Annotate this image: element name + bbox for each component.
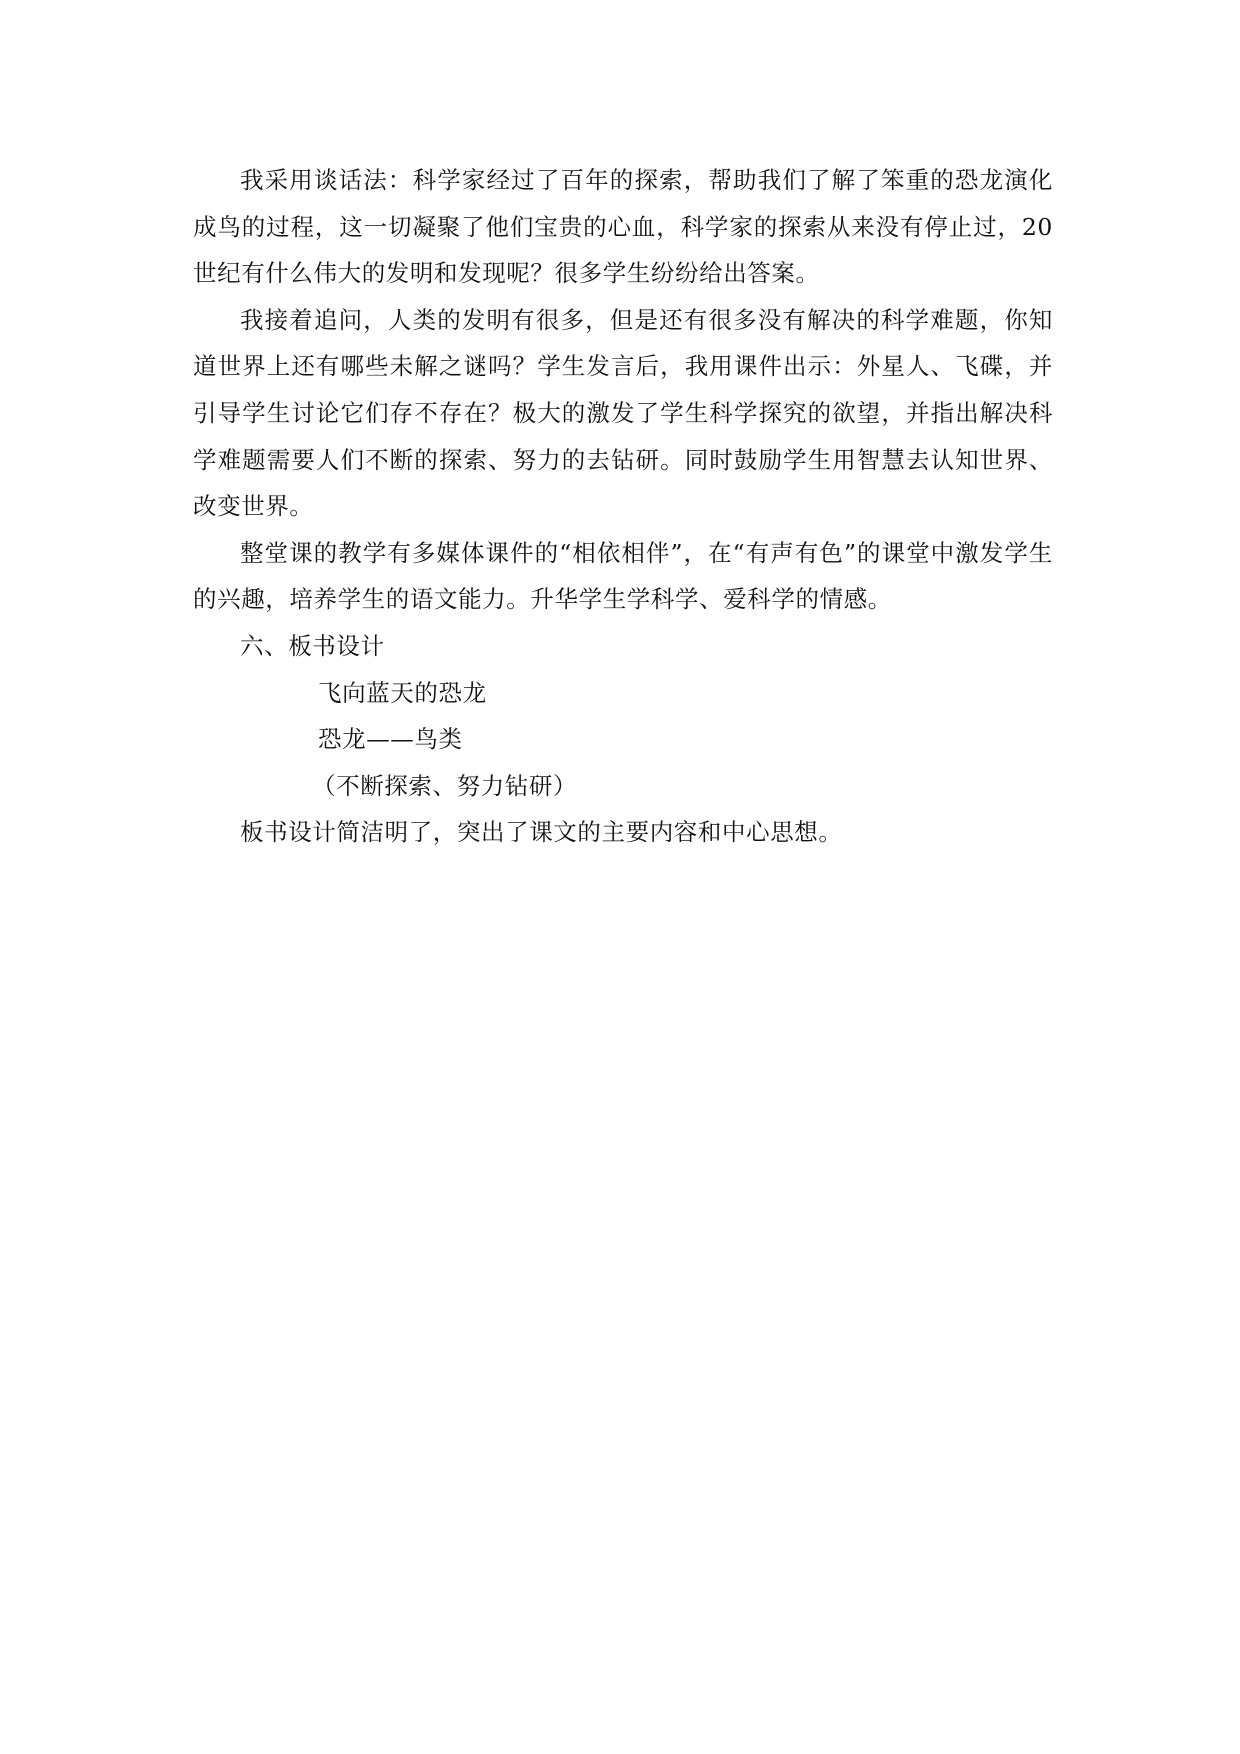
board-design-block <box>193 670 1053 810</box>
paragraph-follow-up-question: 我接着追问，人类的发明有很多，但是还有很多没有解决的科学难题，你知道世界上还有哪些未解之谜吗？学生发言后，我用课件出示：外星人、飞碟，并引导学生讨论它们存不存在？极大的激发了学生科学探究的欲望，并指出解决科学难题需要人们不断的探索、努力的去钻研。同时鼓励学生用智慧去认知世界、改变世界。 <box>193 305 1053 521</box>
paragraph-talk-method: 我采用谈话法：科学家经过了百年的探索，帮助我们了解了笨重的恐龙演化成鸟的过程，这一切凝聚了他们宝贵的心血，科学家的探索从来没有停止过，20世纪有什么伟大的发明和发现呢？很多学生纷纷给出答案。 <box>193 166 1053 288</box>
paragraph-multimedia-summary: 整堂课的教学有多媒体课件的“相依相伴”，在“有声有色”的课堂中激发学生的兴趣，培养学生的语文能力。升华学生学科学、爱科学的情感。 <box>193 538 1053 614</box>
paragraph-closing: 板书设计简洁明了，突出了课文的主要内容和中心思想。 <box>240 818 843 847</box>
document-body <box>193 157 1053 856</box>
section-heading-board-design: 六、板书设计 <box>240 631 385 660</box>
board-line-dinosaur-bird: 恐龙——鸟类 <box>318 725 463 754</box>
board-line-explore-study: （不断探索、努力钻研） <box>312 771 578 800</box>
board-title: 飞向蓝天的恐龙 <box>318 678 487 707</box>
